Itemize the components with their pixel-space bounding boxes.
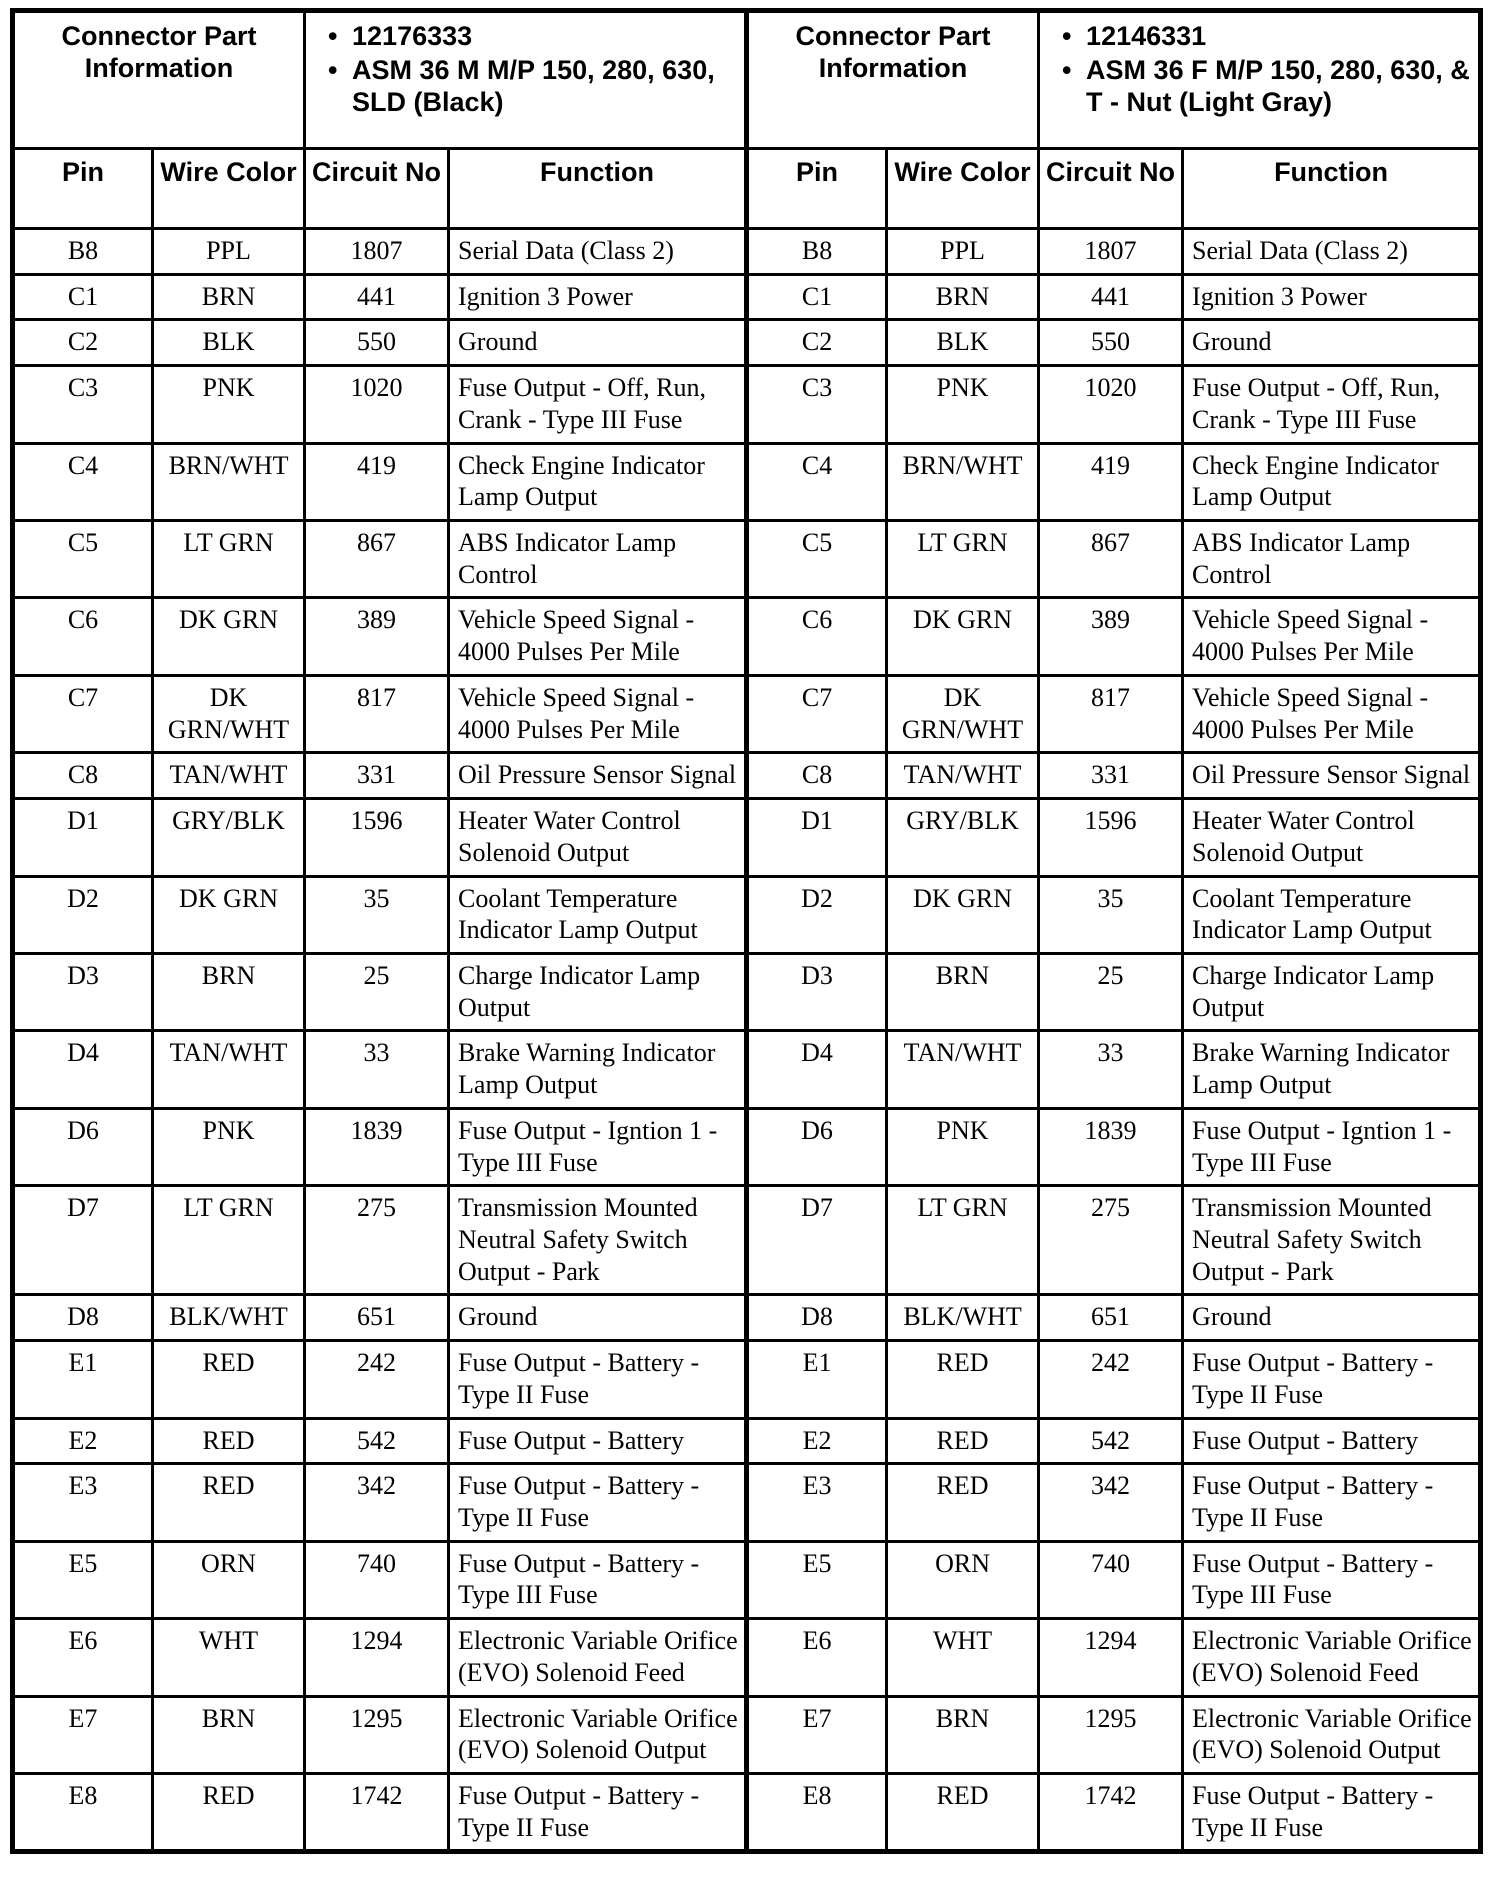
pin-cell-right: C1 — [747, 274, 887, 320]
wire-color-cell-right: TAN/WHT — [887, 753, 1039, 799]
wire-color-cell-left: GRY/BLK — [153, 799, 305, 876]
wire-color-cell-left: BRN — [153, 274, 305, 320]
pin-cell-right: D6 — [747, 1108, 887, 1185]
wire-color-cell-left: TAN/WHT — [153, 753, 305, 799]
pin-cell-right: E1 — [747, 1341, 887, 1418]
pin-cell-right: C2 — [747, 320, 887, 366]
pin-cell-right: C8 — [747, 753, 887, 799]
pin-cell-left: C3 — [13, 366, 153, 443]
pin-cell-left: B8 — [13, 229, 153, 275]
function-cell-right: Brake Warning Indicator Lamp Output — [1183, 1031, 1481, 1108]
pin-row — [13, 1186, 1481, 1295]
connector-part-info-heading-left: Connector Part Information — [13, 11, 305, 149]
pin-row — [13, 953, 1481, 1030]
circuit-no-cell-right: 1295 — [1039, 1696, 1183, 1773]
pin-row — [13, 320, 1481, 366]
pin-row — [13, 598, 1481, 675]
wire-color-cell-left: DK GRN/WHT — [153, 675, 305, 752]
function-cell-left: Heater Water Control Solenoid Output — [449, 799, 747, 876]
pin-cell-right: E5 — [747, 1541, 887, 1618]
wire-color-cell-right: RED — [887, 1774, 1039, 1852]
function-cell-right: Fuse Output - Off, Run, Crank - Type III Fuse — [1183, 366, 1481, 443]
circuit-no-cell-right: 1596 — [1039, 799, 1183, 876]
function-cell-right: Transmission Mounted Neutral Safety Switch Output - Park — [1183, 1186, 1481, 1295]
function-cell-right: Fuse Output - Battery - Type II Fuse — [1183, 1464, 1481, 1541]
wire-color-cell-left: BLK/WHT — [153, 1295, 305, 1341]
wire-color-cell-right: BLK/WHT — [887, 1295, 1039, 1341]
circuit-no-cell-left: 1020 — [305, 366, 449, 443]
circuit-no-cell-right: 342 — [1039, 1464, 1183, 1541]
function-cell-right: Oil Pressure Sensor Signal — [1183, 753, 1481, 799]
pin-cell-right: D3 — [747, 953, 887, 1030]
pin-row — [13, 1295, 1481, 1341]
circuit-no-cell-left: 1295 — [305, 1696, 449, 1773]
pin-cell-right: D7 — [747, 1186, 887, 1295]
part-info-row — [13, 11, 1481, 149]
circuit-no-cell-right: 550 — [1039, 320, 1183, 366]
wire-color-cell-right: BRN/WHT — [887, 443, 1039, 520]
function-cell-left: Oil Pressure Sensor Signal — [449, 753, 747, 799]
function-cell-right: Vehicle Speed Signal - 4000 Pulses Per Mile — [1183, 675, 1481, 752]
function-cell-left: Check Engine Indicator Lamp Output — [449, 443, 747, 520]
circuit-no-cell-right: 35 — [1039, 876, 1183, 953]
col-header-function-left: Function — [449, 149, 747, 229]
pin-row — [13, 366, 1481, 443]
function-cell-right: Coolant Temperature Indicator Lamp Output — [1183, 876, 1481, 953]
wire-color-cell-right: ORN — [887, 1541, 1039, 1618]
wire-color-cell-right: WHT — [887, 1619, 1039, 1696]
function-cell-right: Check Engine Indicator Lamp Output — [1183, 443, 1481, 520]
pin-cell-left: D7 — [13, 1186, 153, 1295]
function-cell-left: Ground — [449, 1295, 747, 1341]
wire-color-cell-left: RED — [153, 1341, 305, 1418]
pin-cell-right: C5 — [747, 521, 887, 598]
pin-cell-right: E2 — [747, 1418, 887, 1464]
function-cell-right: Ignition 3 Power — [1183, 274, 1481, 320]
pin-cell-left: C6 — [13, 598, 153, 675]
circuit-no-cell-right: 25 — [1039, 953, 1183, 1030]
wire-color-cell-left: LT GRN — [153, 521, 305, 598]
function-cell-right: Charge Indicator Lamp Output — [1183, 953, 1481, 1030]
pin-row — [13, 876, 1481, 953]
wire-color-cell-left: RED — [153, 1418, 305, 1464]
pin-cell-left: E5 — [13, 1541, 153, 1618]
wire-color-cell-right: BLK — [887, 320, 1039, 366]
circuit-no-cell-left: 35 — [305, 876, 449, 953]
circuit-no-cell-right: 740 — [1039, 1541, 1183, 1618]
circuit-no-cell-right: 33 — [1039, 1031, 1183, 1108]
circuit-no-cell-right: 867 — [1039, 521, 1183, 598]
function-cell-left: Coolant Temperature Indicator Lamp Output — [449, 876, 747, 953]
circuit-no-cell-right: 817 — [1039, 675, 1183, 752]
wire-color-cell-right: LT GRN — [887, 1186, 1039, 1295]
circuit-no-cell-left: 651 — [305, 1295, 449, 1341]
circuit-no-cell-left: 817 — [305, 675, 449, 752]
function-cell-left: Fuse Output - Battery - Type II Fuse — [449, 1464, 747, 1541]
pin-cell-right: D1 — [747, 799, 887, 876]
col-header-circuit-no-left: Circuit No — [305, 149, 449, 229]
pin-row — [13, 1418, 1481, 1464]
function-cell-left: Vehicle Speed Signal - 4000 Pulses Per Mile — [449, 675, 747, 752]
circuit-no-cell-left: 1807 — [305, 229, 449, 275]
wire-color-cell-left: DK GRN — [153, 876, 305, 953]
pin-cell-left: C5 — [13, 521, 153, 598]
pin-cell-left: D2 — [13, 876, 153, 953]
function-cell-left: Charge Indicator Lamp Output — [449, 953, 747, 1030]
pin-cell-left: C7 — [13, 675, 153, 752]
circuit-no-cell-left: 242 — [305, 1341, 449, 1418]
pin-cell-left: E3 — [13, 1464, 153, 1541]
wire-color-cell-left: BRN — [153, 953, 305, 1030]
col-header-pin-left: Pin — [13, 149, 153, 229]
function-cell-right: Fuse Output - Battery - Type III Fuse — [1183, 1541, 1481, 1618]
pin-cell-left: E7 — [13, 1696, 153, 1773]
circuit-no-cell-left: 542 — [305, 1418, 449, 1464]
wire-color-cell-right: BRN — [887, 274, 1039, 320]
circuit-no-cell-left: 441 — [305, 274, 449, 320]
circuit-no-cell-left: 342 — [305, 1464, 449, 1541]
circuit-no-cell-right: 275 — [1039, 1186, 1183, 1295]
pin-cell-right: B8 — [747, 229, 887, 275]
pin-cell-right: E6 — [747, 1619, 887, 1696]
wire-color-cell-left: BRN — [153, 1696, 305, 1773]
wire-color-cell-right: GRY/BLK — [887, 799, 1039, 876]
pin-cell-left: E2 — [13, 1418, 153, 1464]
function-cell-left: Electronic Variable Orifice (EVO) Solenoid Output — [449, 1696, 747, 1773]
circuit-no-cell-left: 867 — [305, 521, 449, 598]
wire-color-cell-left: PNK — [153, 366, 305, 443]
circuit-no-cell-right: 651 — [1039, 1295, 1183, 1341]
part-info-cell-right — [1039, 11, 1481, 149]
circuit-no-cell-right: 542 — [1039, 1418, 1183, 1464]
circuit-no-cell-right: 419 — [1039, 443, 1183, 520]
wire-color-cell-right: RED — [887, 1341, 1039, 1418]
column-header-row — [13, 149, 1481, 229]
pin-cell-left: C8 — [13, 753, 153, 799]
circuit-no-cell-right: 331 — [1039, 753, 1183, 799]
wire-color-cell-right: PNK — [887, 366, 1039, 443]
wire-color-cell-left: RED — [153, 1774, 305, 1852]
function-cell-right: Fuse Output - Battery - Type II Fuse — [1183, 1774, 1481, 1852]
function-cell-right: Fuse Output - Igntion 1 - Type III Fuse — [1183, 1108, 1481, 1185]
function-cell-right: Electronic Variable Orifice (EVO) Solenoid Feed — [1183, 1619, 1481, 1696]
pin-cell-right: C4 — [747, 443, 887, 520]
wire-color-cell-left: RED — [153, 1464, 305, 1541]
circuit-no-cell-left: 25 — [305, 953, 449, 1030]
wire-color-cell-right: LT GRN — [887, 521, 1039, 598]
circuit-no-cell-left: 33 — [305, 1031, 449, 1108]
pin-rows-body — [13, 229, 1481, 1852]
pin-row — [13, 274, 1481, 320]
col-header-wire-color-right: Wire Color — [887, 149, 1039, 229]
pin-row — [13, 1696, 1481, 1773]
circuit-no-cell-left: 1294 — [305, 1619, 449, 1696]
function-cell-left: Fuse Output - Battery - Type II Fuse — [449, 1341, 747, 1418]
pin-row — [13, 1341, 1481, 1418]
part-description-right: • ASM 36 F M/P 150, 280, 630, & T - Nut (Light Gray) — [1054, 55, 1470, 119]
pin-cell-left: E6 — [13, 1619, 153, 1696]
wire-color-cell-left: ORN — [153, 1541, 305, 1618]
function-cell-left: Fuse Output - Off, Run, Crank - Type III Fuse — [449, 366, 747, 443]
function-cell-left: ABS Indicator Lamp Control — [449, 521, 747, 598]
wire-color-cell-left: BRN/WHT — [153, 443, 305, 520]
pin-cell-left: D3 — [13, 953, 153, 1030]
pin-row — [13, 521, 1481, 598]
pin-cell-right: C6 — [747, 598, 887, 675]
part-number-list-left — [320, 21, 736, 119]
function-cell-right: Fuse Output - Battery — [1183, 1418, 1481, 1464]
part-info-cell-left — [305, 11, 747, 149]
wire-color-cell-left: TAN/WHT — [153, 1031, 305, 1108]
wire-color-cell-left: PNK — [153, 1108, 305, 1185]
pin-cell-right: C7 — [747, 675, 887, 752]
wire-color-cell-right: PPL — [887, 229, 1039, 275]
function-cell-right: Ground — [1183, 320, 1481, 366]
pin-row — [13, 799, 1481, 876]
pin-cell-left: D8 — [13, 1295, 153, 1341]
pin-row — [13, 1108, 1481, 1185]
pin-cell-right: C3 — [747, 366, 887, 443]
pin-row — [13, 1774, 1481, 1852]
function-cell-right: Fuse Output - Battery - Type II Fuse — [1183, 1341, 1481, 1418]
wire-color-cell-left: DK GRN — [153, 598, 305, 675]
pin-row — [13, 675, 1481, 752]
pin-cell-left: D4 — [13, 1031, 153, 1108]
function-cell-right: Vehicle Speed Signal - 4000 Pulses Per Mile — [1183, 598, 1481, 675]
circuit-no-cell-right: 441 — [1039, 274, 1183, 320]
connector-part-info-heading-right: Connector Part Information — [747, 11, 1039, 149]
circuit-no-cell-right: 1294 — [1039, 1619, 1183, 1696]
function-cell-right: Electronic Variable Orifice (EVO) Solenoid Output — [1183, 1696, 1481, 1773]
wire-color-cell-right: DK GRN — [887, 876, 1039, 953]
connector-pinout-table — [10, 8, 1483, 1854]
col-header-circuit-no-right: Circuit No — [1039, 149, 1183, 229]
col-header-pin-right: Pin — [747, 149, 887, 229]
function-cell-left: Transmission Mounted Neutral Safety Switch Output - Park — [449, 1186, 747, 1295]
wire-color-cell-left: WHT — [153, 1619, 305, 1696]
circuit-no-cell-left: 331 — [305, 753, 449, 799]
pin-cell-right: D2 — [747, 876, 887, 953]
function-cell-right: Heater Water Control Solenoid Output — [1183, 799, 1481, 876]
col-header-function-right: Function — [1183, 149, 1481, 229]
part-number-right: • 12146331 — [1054, 21, 1470, 53]
circuit-no-cell-left: 275 — [305, 1186, 449, 1295]
function-cell-right: Ground — [1183, 1295, 1481, 1341]
function-cell-left: Ignition 3 Power — [449, 274, 747, 320]
circuit-no-cell-left: 550 — [305, 320, 449, 366]
wire-color-cell-right: RED — [887, 1464, 1039, 1541]
circuit-no-cell-left: 389 — [305, 598, 449, 675]
pin-cell-right: E7 — [747, 1696, 887, 1773]
function-cell-right: Serial Data (Class 2) — [1183, 229, 1481, 275]
pin-cell-right: E3 — [747, 1464, 887, 1541]
wire-color-cell-right: TAN/WHT — [887, 1031, 1039, 1108]
pin-cell-left: E1 — [13, 1341, 153, 1418]
pin-row — [13, 753, 1481, 799]
function-cell-right: ABS Indicator Lamp Control — [1183, 521, 1481, 598]
wire-color-cell-right: BRN — [887, 953, 1039, 1030]
part-number-left: • 12176333 — [320, 21, 736, 53]
function-cell-left: Serial Data (Class 2) — [449, 229, 747, 275]
circuit-no-cell-left: 1742 — [305, 1774, 449, 1852]
function-cell-left: Electronic Variable Orifice (EVO) Solenoid Feed — [449, 1619, 747, 1696]
wire-color-cell-right: PNK — [887, 1108, 1039, 1185]
function-cell-left: Fuse Output - Battery - Type II Fuse — [449, 1774, 747, 1852]
pin-cell-left: D1 — [13, 799, 153, 876]
pin-row — [13, 443, 1481, 520]
pin-row — [13, 1031, 1481, 1108]
circuit-no-cell-right: 1839 — [1039, 1108, 1183, 1185]
circuit-no-cell-left: 419 — [305, 443, 449, 520]
wire-color-cell-right: DK GRN — [887, 598, 1039, 675]
part-description-left: • ASM 36 M M/P 150, 280, 630, SLD (Black) — [320, 55, 736, 119]
circuit-no-cell-left: 740 — [305, 1541, 449, 1618]
col-header-wire-color-left: Wire Color — [153, 149, 305, 229]
circuit-no-cell-right: 1020 — [1039, 366, 1183, 443]
pin-row — [13, 229, 1481, 275]
function-cell-left: Vehicle Speed Signal - 4000 Pulses Per Mile — [449, 598, 747, 675]
function-cell-left: Brake Warning Indicator Lamp Output — [449, 1031, 747, 1108]
function-cell-left: Fuse Output - Battery - Type III Fuse — [449, 1541, 747, 1618]
pin-cell-left: C4 — [13, 443, 153, 520]
pin-cell-right: E8 — [747, 1774, 887, 1852]
pin-row — [13, 1464, 1481, 1541]
wire-color-cell-left: LT GRN — [153, 1186, 305, 1295]
wire-color-cell-right: DK GRN/WHT — [887, 675, 1039, 752]
circuit-no-cell-right: 1807 — [1039, 229, 1183, 275]
pin-cell-right: D4 — [747, 1031, 887, 1108]
circuit-no-cell-left: 1839 — [305, 1108, 449, 1185]
pin-cell-left: E8 — [13, 1774, 153, 1852]
function-cell-left: Ground — [449, 320, 747, 366]
circuit-no-cell-right: 1742 — [1039, 1774, 1183, 1852]
pin-cell-right: D8 — [747, 1295, 887, 1341]
wire-color-cell-left: BLK — [153, 320, 305, 366]
function-cell-left: Fuse Output - Igntion 1 - Type III Fuse — [449, 1108, 747, 1185]
wire-color-cell-left: PPL — [153, 229, 305, 275]
pin-row — [13, 1541, 1481, 1618]
wire-color-cell-right: RED — [887, 1418, 1039, 1464]
circuit-no-cell-right: 389 — [1039, 598, 1183, 675]
function-cell-left: Fuse Output - Battery — [449, 1418, 747, 1464]
circuit-no-cell-left: 1596 — [305, 799, 449, 876]
pin-row — [13, 1619, 1481, 1696]
wire-color-cell-right: BRN — [887, 1696, 1039, 1773]
circuit-no-cell-right: 242 — [1039, 1341, 1183, 1418]
part-number-list-right — [1054, 21, 1470, 119]
pin-cell-left: C1 — [13, 274, 153, 320]
pin-cell-left: D6 — [13, 1108, 153, 1185]
pin-cell-left: C2 — [13, 320, 153, 366]
